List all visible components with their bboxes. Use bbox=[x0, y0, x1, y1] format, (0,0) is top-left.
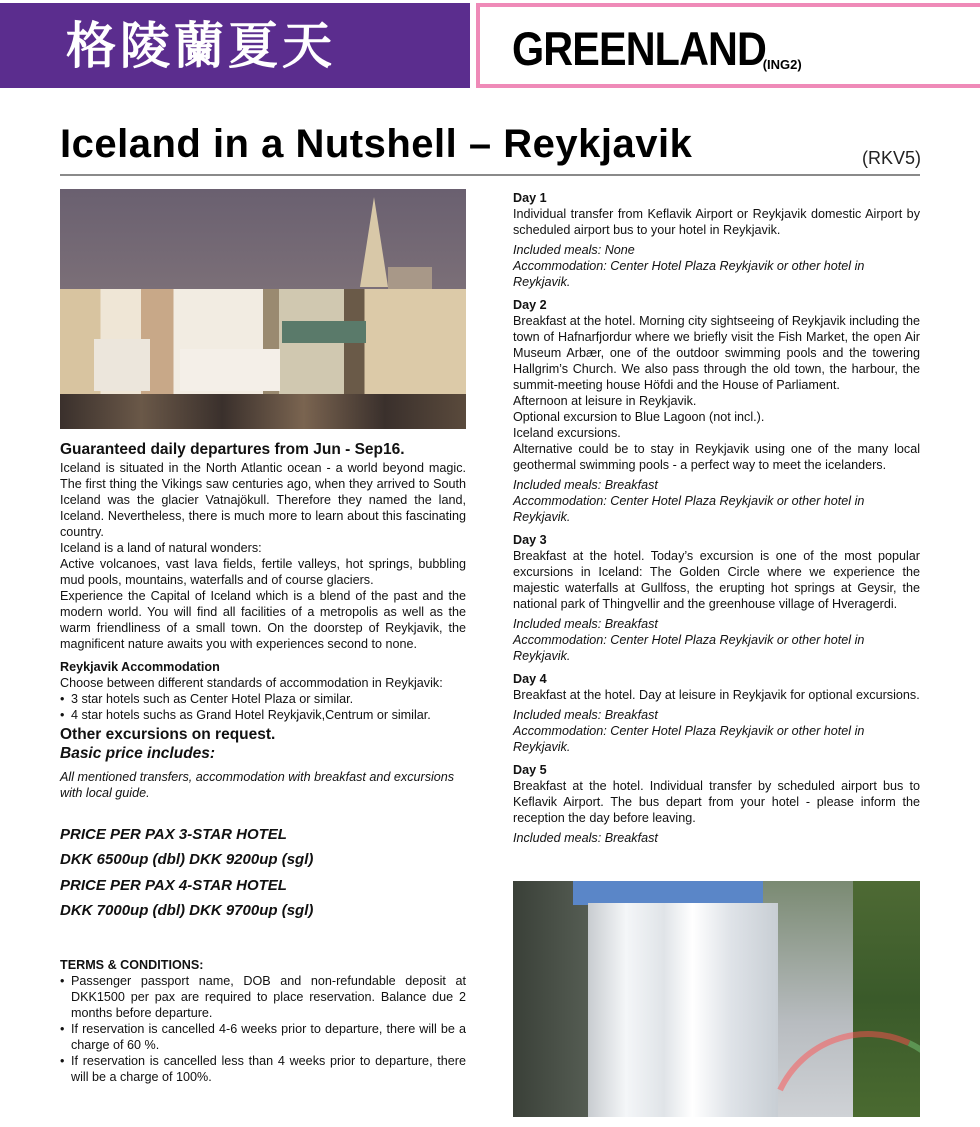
waterfall bbox=[588, 903, 778, 1117]
day-meals: Included meals: Breakfast bbox=[513, 708, 658, 722]
terms-item: • If reservation is cancelled 4-6 weeks prior to departure, there will be a charge of 60 %. bbox=[60, 1021, 466, 1053]
day-accommodation: Accommodation: Center Hotel Plaza Reykjavik or other hotel in Reykjavik. bbox=[513, 494, 865, 524]
day-meals-accommodation bbox=[513, 707, 920, 755]
terms-list bbox=[60, 973, 466, 1085]
day-meals: Included meals: Breakfast bbox=[513, 617, 658, 631]
day-extra: Optional excursion to Blue Lagoon (not incl.). bbox=[513, 410, 765, 424]
terms-heading: TERMS & CONDITIONS: bbox=[60, 958, 204, 972]
accommodation-heading: Reykjavik Accommodation bbox=[60, 660, 220, 674]
itinerary-day-5 bbox=[513, 762, 920, 846]
region-banner bbox=[476, 3, 980, 88]
day-heading: Day 3 bbox=[513, 533, 547, 547]
other-excursions-note: Other excursions on request. bbox=[60, 726, 276, 743]
hallgrimskirkja-spire bbox=[360, 197, 388, 287]
accommodation-item: • 3 star hotels such as Center Hotel Plaza or similar. bbox=[60, 691, 466, 707]
itinerary bbox=[513, 190, 920, 853]
intro-paragraph: Active volcanoes, vast lava fields, fertile valleys, hot springs, bubbling mud pools, mountains, waterfalls and of course glaciers. bbox=[60, 557, 466, 587]
day-heading: Day 2 bbox=[513, 298, 547, 312]
accommodation-item: • 4 star hotels suchs as Grand Hotel Reykjavik,Centrum or similar. bbox=[60, 707, 466, 723]
day-description: Breakfast at the hotel. Day at leisure in Reykjavik for optional excursions. bbox=[513, 688, 920, 702]
day-description: Breakfast at the hotel. Today’s excursion is one of the most popular excursions in Iceland: The Golden Circle where we experience the majestic waterfalls at Gullfoss, the erupting hot springs at Geysir, the national park of Thingvellir and the greenhouse village of Hveragerdi. bbox=[513, 549, 920, 611]
day-accommodation: Accommodation: Center Hotel Plaza Reykjavik or other hotel in Reykjavik. bbox=[513, 724, 865, 754]
day-heading: Day 4 bbox=[513, 672, 547, 686]
day-accommodation: Accommodation: Center Hotel Plaza Reykjavik or other hotel in Reykjavik. bbox=[513, 259, 865, 289]
intro-paragraph: Iceland is a land of natural wonders: bbox=[60, 541, 262, 555]
page-title: Iceland in a Nutshell – Reykjavik bbox=[60, 122, 693, 166]
price-label-4star: PRICE PER PAX 4-STAR HOTEL bbox=[60, 877, 287, 894]
day-meals: Included meals: Breakfast bbox=[513, 831, 658, 845]
accommodation-lead: Choose between different standards of accommodation in Reykjavik: bbox=[60, 676, 443, 690]
chinese-title-banner bbox=[0, 3, 470, 88]
day-meals: Included meals: Breakfast bbox=[513, 478, 658, 492]
waterfall-rainbow-photo bbox=[513, 881, 920, 1117]
photo-sky bbox=[573, 881, 773, 905]
region-code: (ING2) bbox=[762, 57, 802, 72]
title-divider bbox=[60, 174, 920, 176]
white-building bbox=[180, 349, 280, 391]
day-accommodation: Accommodation: Center Hotel Plaza Reykjavik or other hotel in Reykjavik. bbox=[513, 633, 865, 663]
price-value-4star: DKK 7000up (dbl) DKK 9700up (sgl) bbox=[60, 902, 314, 919]
itinerary-day-3 bbox=[513, 532, 920, 664]
price-label-3star: PRICE PER PAX 3-STAR HOTEL bbox=[60, 826, 287, 843]
day-heading: Day 1 bbox=[513, 191, 547, 205]
itinerary-day-2 bbox=[513, 297, 920, 525]
itinerary-day-4 bbox=[513, 671, 920, 755]
terms-item: • Passenger passport name, DOB and non-refundable deposit at DKK1500 per pax are required to place reservation. Balance due 2 months before departure. bbox=[60, 973, 466, 1021]
day-meals: Included meals: None bbox=[513, 243, 635, 257]
church-body bbox=[388, 267, 432, 289]
chapel-building bbox=[94, 339, 150, 391]
price-section bbox=[60, 825, 466, 920]
lake-reflection bbox=[60, 394, 466, 429]
price-value-3star: DKK 6500up (dbl) DKK 9200up (sgl) bbox=[60, 851, 314, 868]
day-meals-accommodation bbox=[513, 616, 920, 664]
basic-price-text: All mentioned transfers, accommodation with breakfast and excursions with local guide. bbox=[60, 770, 455, 800]
day-meals-accommodation bbox=[513, 242, 920, 290]
day-meals-accommodation bbox=[513, 477, 920, 525]
region-title: GREENLAND bbox=[512, 22, 767, 75]
day-description: Breakfast at the hotel. Individual transfer by scheduled airport bus to Keflavik Airport. The bus depart from your hotel - please inform the reception the day before leaving. bbox=[513, 779, 920, 825]
day-extra: Iceland excursions. bbox=[513, 426, 621, 440]
terms-item: • If reservation is cancelled less than 4 weeks prior to departure, there will be a charge of 100%. bbox=[60, 1053, 466, 1085]
day-description: Individual transfer from Keflavik Airport or Reykjavik domestic Airport by scheduled airport bus to your hotel in Reykjavik. bbox=[513, 207, 920, 237]
intro-paragraph: Iceland is situated in the North Atlantic ocean - a world beyond magic. The first thing the Vikings saw centuries ago, when they arrived to South Iceland was the glacier Vatnajökull. Therefore they named the land, Iceland. Nevertheless, there is much more to learn about this fascinating country. bbox=[60, 461, 466, 539]
reykjavik-city-photo bbox=[60, 189, 466, 429]
day-extra: Alternative could be to stay in Reykjavik using one of the many local geothermal swimming pools - a perfect way to meet the icelanders. bbox=[513, 442, 920, 472]
itinerary-day-1 bbox=[513, 190, 920, 290]
day-description: Breakfast at the hotel. Morning city sightseeing of Reykjavik including the town of Hafnarfjordur where we briefly visit the Fish Market, the open Air Museum Arbær, one of the outdoor swimming pools and the towering Hallgrim’s Church. We also pass through the old town, the harbour, the summit-meeting house Höfdi and the House of Parliament. bbox=[513, 314, 920, 392]
accommodation-list bbox=[60, 691, 466, 723]
terms-section bbox=[60, 957, 466, 1085]
intro-paragraph: Experience the Capital of Iceland which is a blend of the past and the modern world. You will find all facilities of a metropolis as well as the warm friendliness of a small town. On the doorstep of Reykjavik, the magnificent nature awaits you with experiences second to none. bbox=[60, 589, 466, 651]
basic-price-heading: Basic price includes: bbox=[60, 745, 216, 762]
tour-code: (RKV5) bbox=[862, 148, 922, 168]
day-extra: Afternoon at leisure in Reykjavik. bbox=[513, 394, 697, 408]
day-heading: Day 5 bbox=[513, 763, 547, 777]
intro-section bbox=[60, 440, 466, 801]
chinese-title: 格陵蘭夏天 bbox=[66, 16, 336, 75]
departures-tagline: Guaranteed daily departures from Jun - Sep16. bbox=[60, 441, 405, 458]
green-roof-building bbox=[282, 321, 366, 343]
